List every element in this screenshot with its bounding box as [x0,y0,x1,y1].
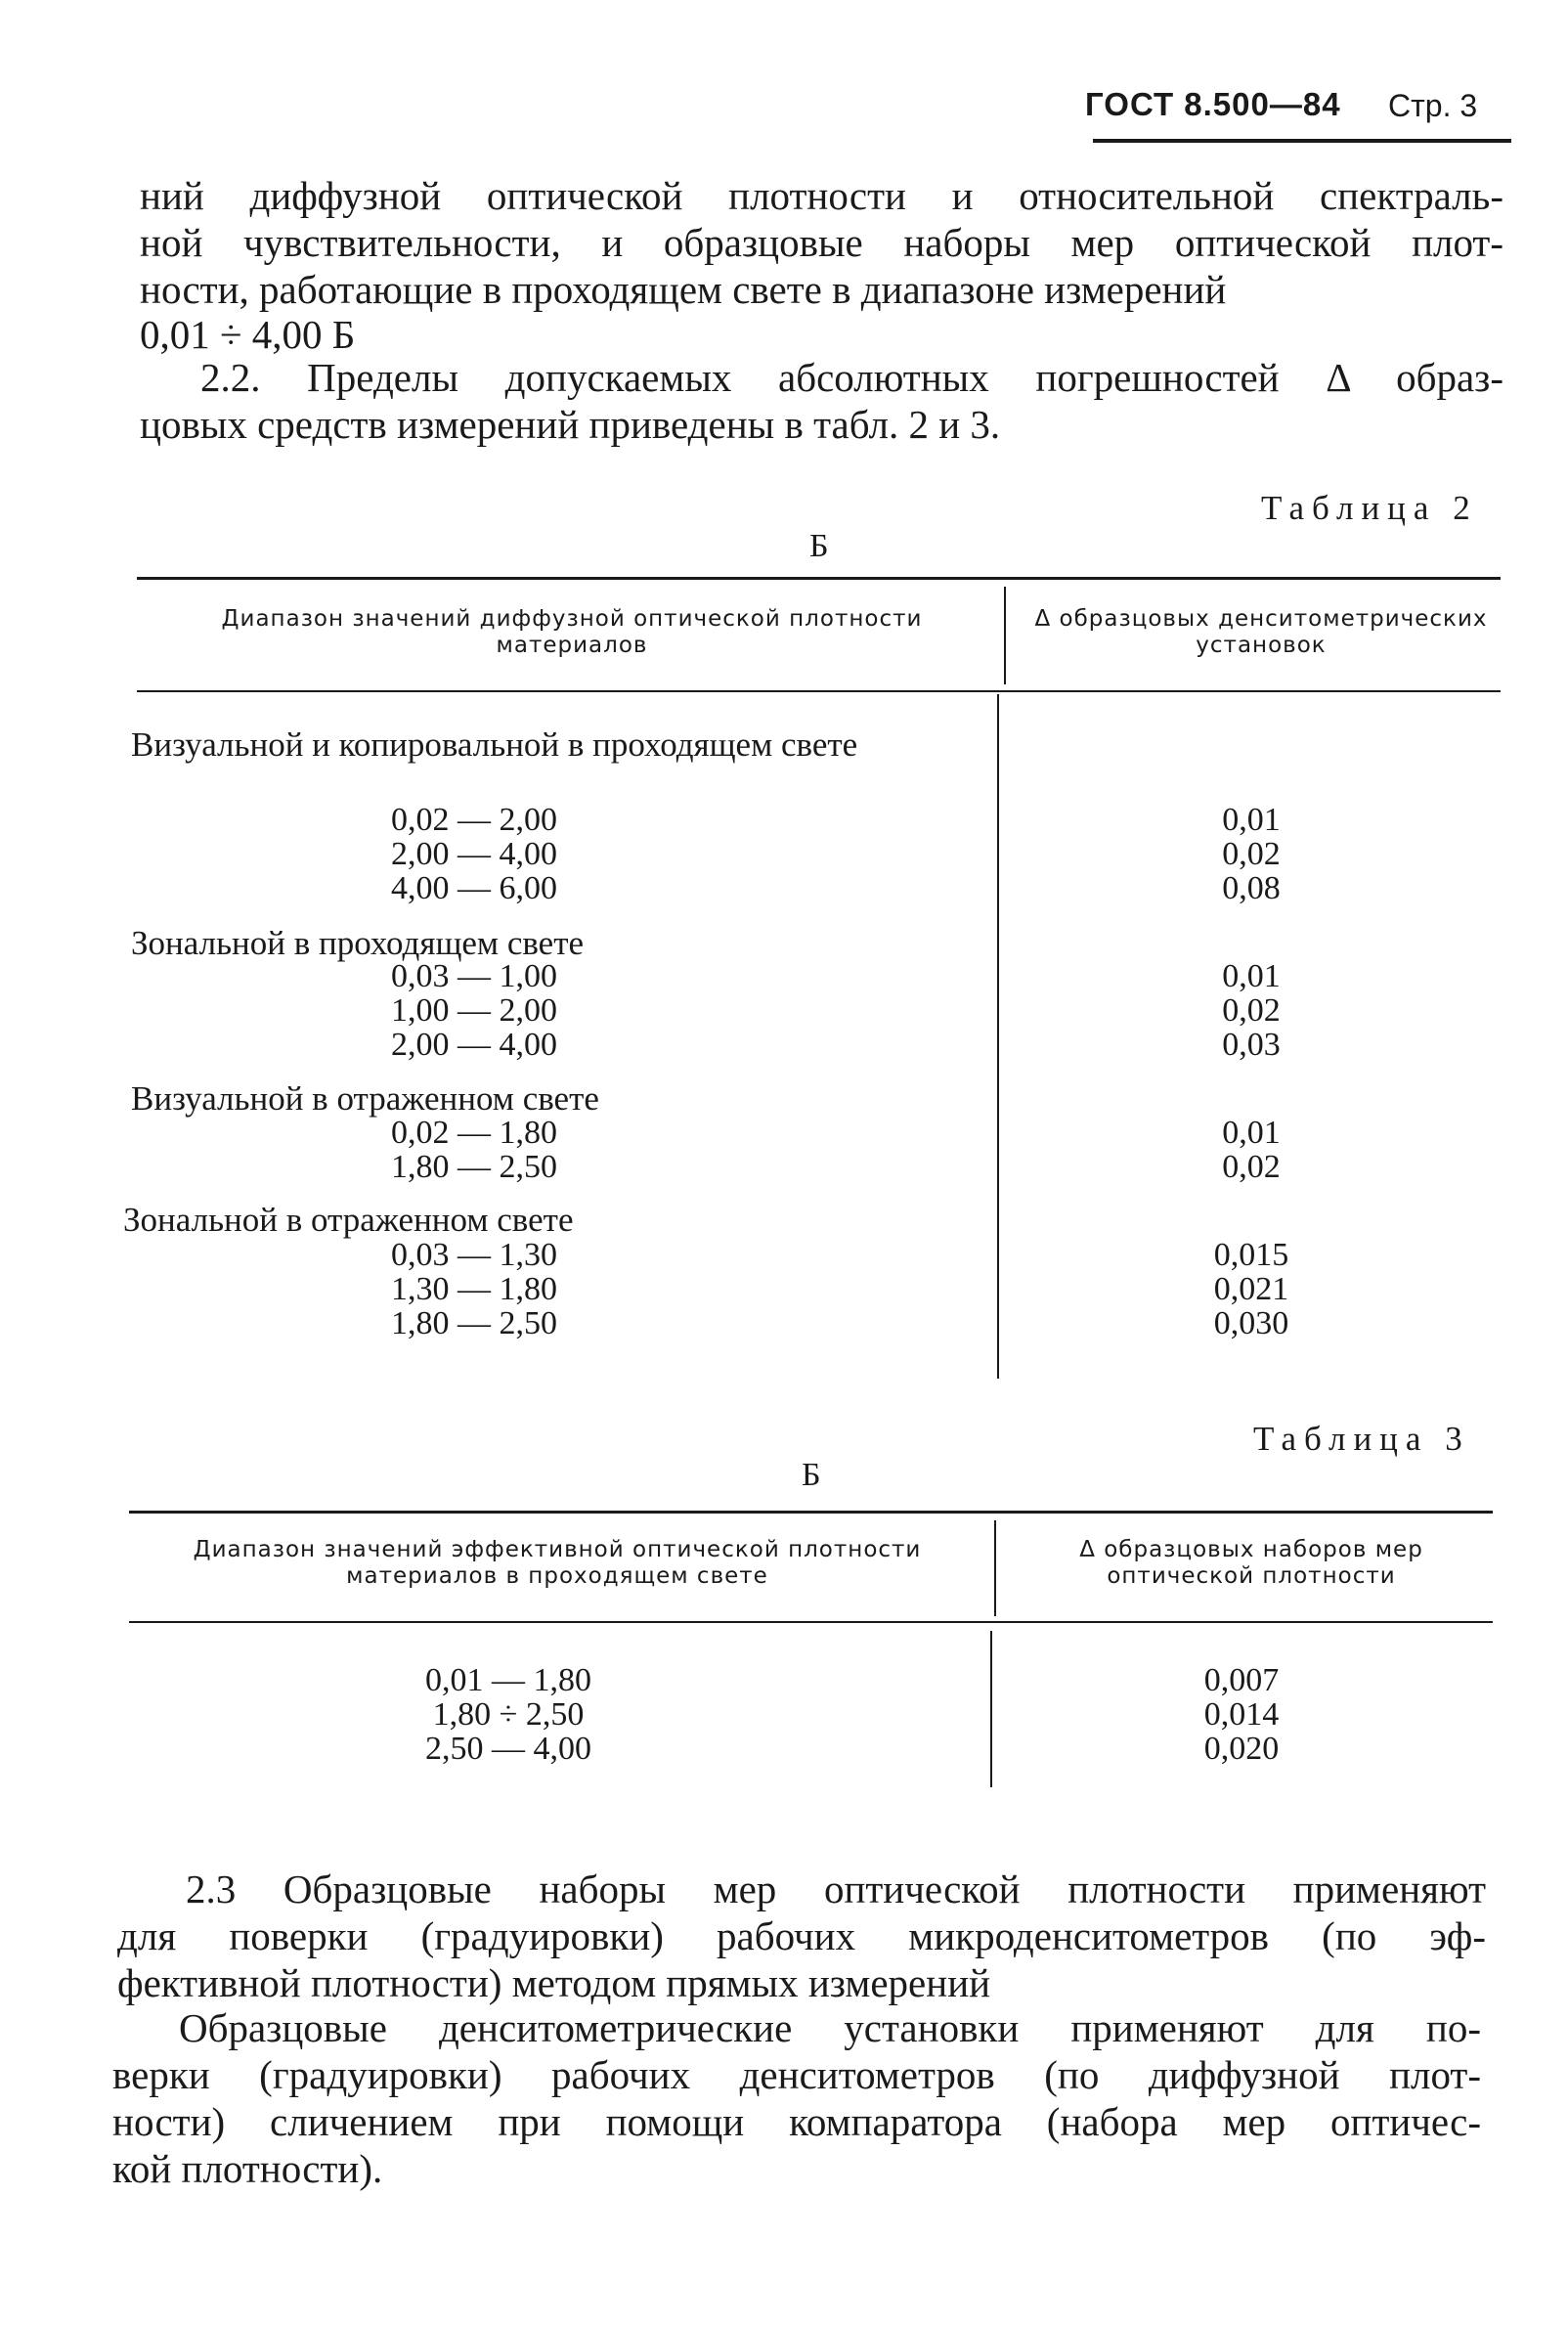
table-2-group-label: Визуальной в отраженном свете [131,1079,599,1118]
table-2-delta-cell: 0,01 [1222,802,1281,838]
table-2-group-label: Визуальной и копировальной в проходящем свете [131,725,858,764]
text-line: ности) сличением при помощи компаратора (набора мер оптичес- [112,2099,1481,2144]
table-2-delta-cell: 0,08 [1222,870,1281,906]
table-2-delta-cell: 0,030 [1213,1305,1289,1341]
table-2-range-cell: 0,03 — 1,00 [391,958,557,994]
table-2-header-rule [137,690,1501,692]
text-line: верки (градуировки) рабочих денситометров (по диффузной плот- [112,2052,1481,2097]
text-line: для поверки (градуировки) рабочих микроденситометров (по эф- [117,1913,1486,1958]
table-2-range-cell: 0,02 — 1,80 [391,1115,557,1151]
header-rule [1093,139,1511,143]
table-2-top-rule [137,577,1501,580]
text-line: ности, работающие в проходящем свете в диапазоне измерений [140,267,1227,312]
text-line: 2.3 Образцовые наборы мер оптической плотности применяют [186,1866,1486,1911]
text-line: фективной плотности) методом прямых измерений [117,1960,991,2005]
text-line: цовых средств измерений приведены в табл. 2 и 3. [140,402,1001,447]
table-2-group-label: Зональной в проходящем свете [131,924,585,962]
text-line: ний диффузной оптической плотности и относительной спектраль- [140,173,1503,218]
table-2-col1-header: Диапазон значений диффузной оптической плотности материалов [221,606,923,658]
table-3-range-cell: 0,01 — 1,80 [425,1662,591,1698]
text-line: ной чувствительности, и образцовые наборы мер оптической плот- [140,220,1503,265]
table-2-column-divider [997,694,999,1379]
table-2-delta-cell: 0,015 [1213,1237,1289,1273]
text-line: кой плотности). [112,2146,383,2191]
standard-number: ГОСТ 8.500—84 [1085,86,1341,122]
table-2-range-cell: 0,02 — 2,00 [391,802,557,838]
table-3-header-rule [129,1621,1493,1623]
text-line: 2.2. Пределы допускаемых абсолютных погрешностей Δ образ- [200,355,1503,400]
running-header [1085,86,1505,147]
table-3-column-divider [990,1631,992,1787]
table-2-delta-cell: 0,03 [1222,1027,1281,1063]
table-3-caption: Таблица 3 [1253,1420,1470,1458]
table-2-col2-header: Δ образцовых денситометрических установок [1034,606,1488,658]
text-line: Образцовые денситометрические установки применяют для по- [179,2005,1481,2050]
table-2-group-label: Зональной в отраженном свете [123,1201,574,1239]
table-3-top-rule [129,1511,1493,1514]
table-3-range-cell: 2,50 — 4,00 [425,1731,591,1767]
table-2-delta-cell: 0,01 [1222,1115,1281,1151]
table-2-delta-cell: 0,02 [1222,992,1281,1029]
text-line: 0,01 ÷ 4,00 Б [140,312,356,357]
table-2-range-cell: 2,00 — 4,00 [391,1027,557,1063]
table-2-range-cell: 2,00 — 4,00 [391,836,557,872]
table-3-delta-cell: 0,020 [1203,1731,1280,1767]
table-3-range-cell: 1,80 ÷ 2,50 [432,1696,585,1733]
table-2-range-cell: 1,30 — 1,80 [391,1271,557,1307]
table-2-range-cell: 1,80 — 2,50 [391,1305,557,1341]
table-3-header-divider [994,1520,996,1616]
table-3-unit: Б [802,1457,821,1493]
table-3-delta-cell: 0,014 [1203,1696,1280,1733]
table-2-header-divider [1004,587,1006,684]
page-number: Стр. 3 [1388,88,1478,123]
table-2-delta-cell: 0,02 [1222,836,1281,872]
table-3-col2-header: Δ образцовых наборов мер оптической плотности [1079,1537,1423,1589]
table-2-range-cell: 0,03 — 1,30 [391,1237,557,1273]
table-2-delta-cell: 0,021 [1213,1271,1289,1307]
table-2-range-cell: 1,80 — 2,50 [391,1149,557,1185]
table-3-delta-cell: 0,007 [1203,1662,1280,1698]
table-2-delta-cell: 0,01 [1222,958,1281,994]
table-2-caption: Таблица 2 [1261,489,1478,527]
table-2-range-cell: 1,00 — 2,00 [391,992,557,1029]
table-3-col1-header: Диапазон значений эффективной оптической плотности материалов в проходящем свете [193,1537,922,1589]
table-2-delta-cell: 0,02 [1222,1149,1281,1185]
table-2-range-cell: 4,00 — 6,00 [391,870,557,906]
table-2-unit: Б [809,528,829,564]
